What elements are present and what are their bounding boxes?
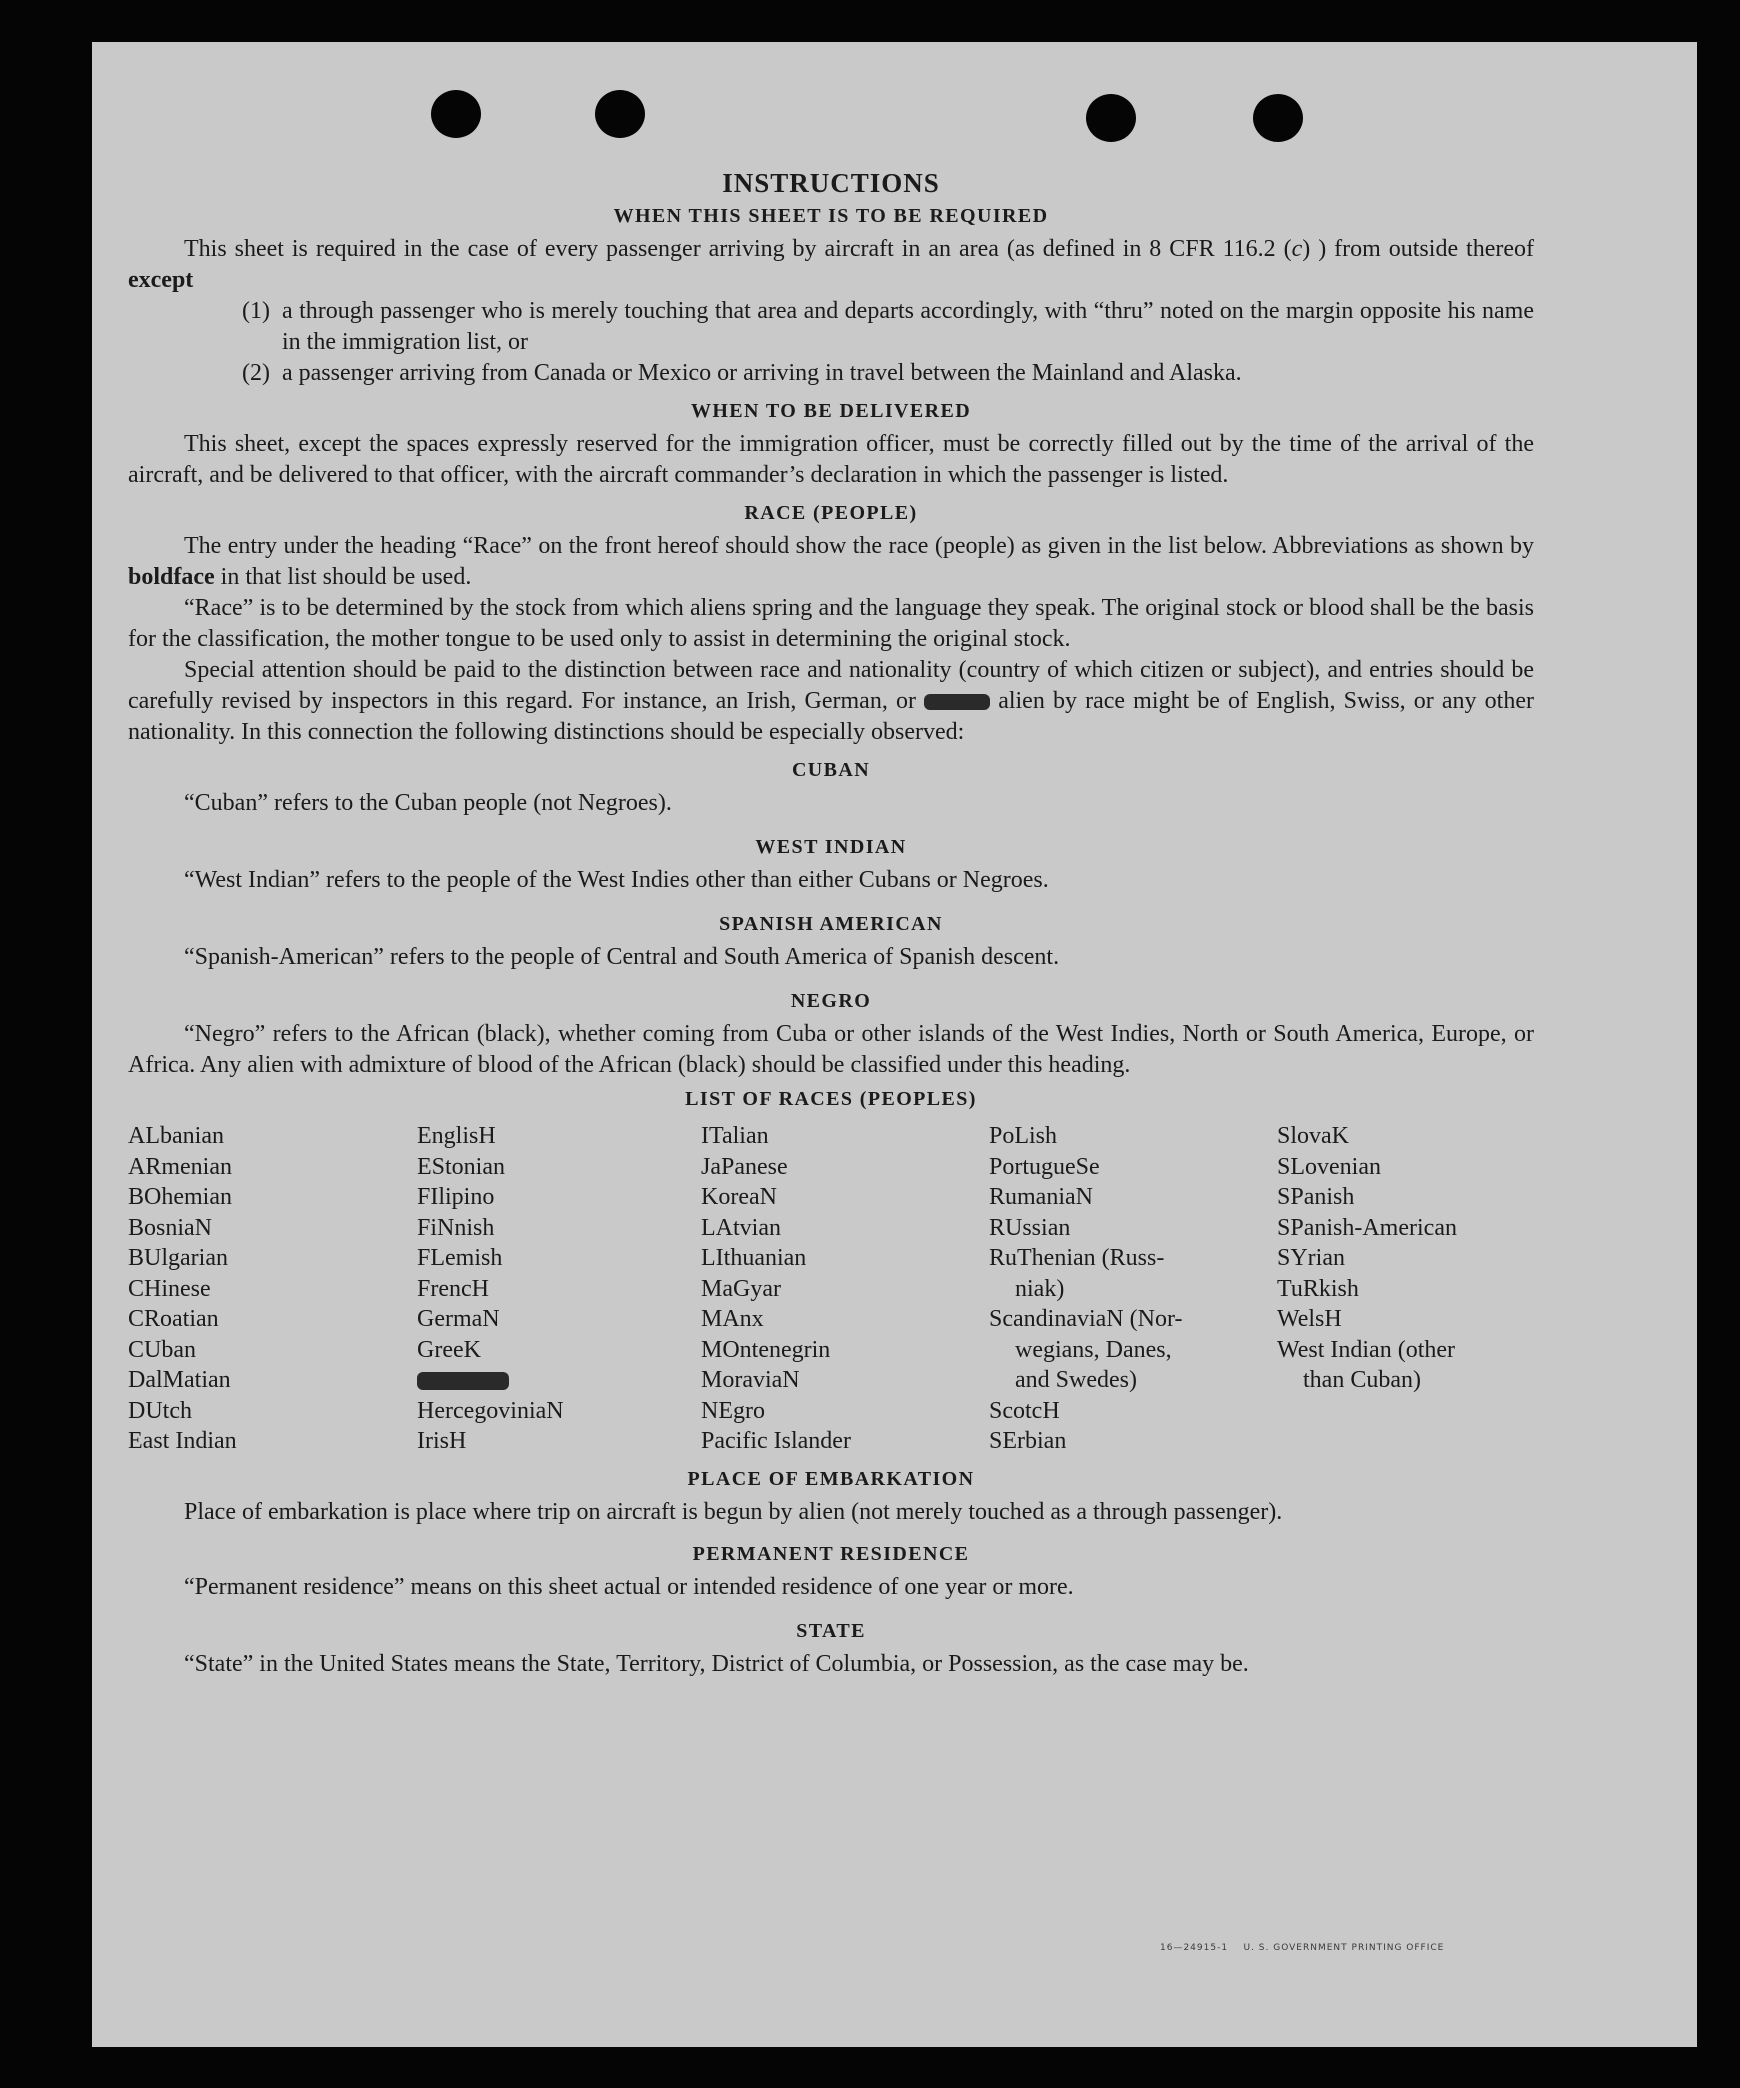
text-run: alien by race might be of English, Swiss, or any other nationality. In this connection the following distinctions should be especially observed:	[128, 688, 1534, 745]
list-item: East Indian	[128, 1428, 237, 1454]
item-number: (1)	[242, 298, 270, 324]
list-item: JaPanese	[701, 1153, 788, 1180]
list-item: GreeK	[417, 1336, 481, 1363]
list-item: ARmenian	[128, 1153, 232, 1180]
list-item: wegians, Danes,	[1015, 1336, 1172, 1363]
list-item: SLovenian	[1277, 1153, 1381, 1180]
list-item: CUban	[128, 1336, 196, 1363]
item-text: a through passenger who is merely touching that area and departs accordingly, with “thru” noted on the margin opposite his name in the immigration list, or	[282, 298, 1534, 355]
list-item: PoLish	[989, 1123, 1058, 1149]
redaction-mark	[417, 1372, 509, 1390]
section-heading: WHEN TO BE DELIVERED	[690, 400, 972, 422]
list-item: DalMatian	[128, 1367, 231, 1393]
text-run-italic: c	[1291, 236, 1303, 262]
list-item: DUtch	[128, 1397, 192, 1424]
paragraph: “Spanish-American” refers to the people of Central and South America of Spanish descent.	[184, 944, 1060, 970]
list-item: than Cuban)	[1303, 1367, 1421, 1393]
list-item: and Swedes)	[1015, 1367, 1137, 1393]
instructions-body	[128, 166, 1534, 1680]
list-item: LIthuanian	[701, 1245, 807, 1271]
section-heading: WEST INDIAN	[755, 836, 907, 858]
list-item	[128, 358, 1534, 389]
list-item: SYrian	[1277, 1245, 1345, 1271]
paragraph: “West Indian” refers to the people of the West Indies other than either Cubans or Negroes.	[184, 867, 1049, 893]
punch-hole	[595, 90, 645, 138]
text-run: ) ) from outside thereof	[1302, 236, 1534, 262]
redaction-mark	[924, 694, 990, 710]
list-item: TuRkish	[1277, 1275, 1359, 1302]
list-item: RuThenian (Russ-	[989, 1245, 1165, 1271]
list-item: RumaniaN	[989, 1184, 1093, 1210]
section-heading: SPANISH AMERICAN	[719, 913, 943, 935]
list-item: ScandinaviaN (Nor-	[989, 1306, 1183, 1332]
list-item: NEgro	[701, 1397, 765, 1424]
list-item: SlovaK	[1277, 1123, 1349, 1149]
list-item: KoreaN	[701, 1184, 777, 1210]
list-item	[128, 296, 1534, 358]
list-item: niak)	[1015, 1275, 1065, 1302]
race-list-column	[1277, 1121, 1534, 1457]
list-item: CRoatian	[128, 1306, 219, 1332]
list-item: ITalian	[701, 1123, 769, 1149]
paragraph: “Cuban” refers to the Cuban people (not Negroes).	[184, 790, 672, 816]
item-text: a passenger arriving from Canada or Mexico or arriving in travel between the Mainland and Alaska.	[282, 360, 1242, 386]
race-list-column	[701, 1121, 989, 1457]
list-item: BUlgarian	[128, 1245, 228, 1271]
list-item: CHinese	[128, 1275, 211, 1302]
list-item: HercegoviniaN	[417, 1397, 564, 1424]
list-item: ScotcH	[989, 1397, 1060, 1424]
section-heading: LIST OF RACES (PEOPLES)	[685, 1088, 977, 1110]
section-heading: CUBAN	[791, 759, 871, 781]
list-item: IrisH	[417, 1428, 467, 1454]
item-number: (2)	[242, 360, 270, 386]
punch-hole	[1253, 94, 1303, 142]
list-item: EStonian	[417, 1153, 505, 1180]
race-list-column	[128, 1121, 417, 1457]
text-run: This sheet is required in the case of every passenger arriving by aircraft in an area (as defined in 8 CFR 116.2 (	[184, 236, 1292, 262]
race-list-column	[989, 1121, 1277, 1457]
list-item: FrencH	[417, 1275, 489, 1302]
list-item: Pacific Islander	[701, 1428, 851, 1454]
punch-hole	[1086, 94, 1136, 142]
list-item: BOhemian	[128, 1184, 232, 1210]
list-item: LAtvian	[701, 1214, 781, 1241]
list-item: MaGyar	[701, 1275, 781, 1302]
section-heading: PERMANENT RESIDENCE	[692, 1542, 970, 1565]
section-heading: RACE (PEOPLE)	[744, 502, 918, 524]
section-heading: NEGRO	[790, 990, 872, 1012]
list-item: FIlipino	[417, 1184, 495, 1210]
page-title: INSTRUCTIONS	[722, 168, 940, 198]
printer-imprint: 16—24915-1 U. S. GOVERNMENT PRINTING OFFICE	[1160, 1943, 1445, 1953]
paragraph: “Permanent residence” means on this sheet actual or intended residence of one year or more.	[184, 1573, 1074, 1600]
list-item: ALbanian	[128, 1123, 224, 1149]
paragraph: “Race” is to be determined by the stock from which aliens spring and the language they speak. The original stock or blood shall be the basis for the classification, the mother tongue to be used only to assist in determining the original stock.	[128, 595, 1534, 652]
list-item: EnglisH	[417, 1123, 496, 1149]
text-run: in that list should be used.	[214, 564, 472, 590]
list-item: SPanish	[1277, 1184, 1355, 1210]
text-run-bold: boldface	[128, 564, 215, 590]
list-item: FiNnish	[417, 1214, 495, 1241]
race-list	[128, 1121, 1534, 1457]
list-item: FLemish	[417, 1245, 503, 1271]
section-heading: PLACE OF EMBARKATION	[687, 1467, 975, 1490]
text-run-bold: except	[128, 267, 194, 293]
list-item: RUssian	[989, 1214, 1071, 1241]
list-item: PortugueSe	[989, 1153, 1100, 1180]
list-item: WelsH	[1277, 1306, 1342, 1332]
list-item	[417, 1365, 701, 1396]
text-run: Special attention should be paid to the distinction between race and nationality (country of which citizen or subject), and entries should be carefully revised by inspectors in this regard. For instance, an Irish, German, or	[128, 657, 1534, 714]
section-heading: STATE	[796, 1619, 866, 1642]
list-item: MoraviaN	[701, 1367, 800, 1393]
paragraph: “State” in the United States means the State, Territory, District of Columbia, or Possession, as the case may be.	[184, 1650, 1249, 1677]
list-item: West Indian (other	[1277, 1336, 1456, 1363]
list-item: SPanish-American	[1277, 1214, 1457, 1241]
list-item: MAnx	[701, 1306, 764, 1332]
paragraph: “Negro” refers to the African (black), whether coming from Cuba or other islands of the West Indies, North or South America, Europe, or Africa. Any alien with admixture of blood of the African (black) should be classified under this heading.	[128, 1021, 1534, 1078]
paragraph	[128, 655, 1534, 748]
list-item: SErbian	[989, 1428, 1067, 1454]
section-heading: WHEN THIS SHEET IS TO BE REQUIRED	[613, 205, 1049, 227]
list-item: GermaN	[417, 1306, 500, 1332]
paragraph	[128, 234, 1534, 296]
paragraph: Place of embarkation is place where trip on aircraft is begun by alien (not merely touched as a through passenger).	[184, 1498, 1283, 1525]
race-list-column	[417, 1121, 701, 1457]
paragraph	[128, 531, 1534, 593]
document-sheet	[92, 42, 1697, 2047]
list-item: MOntenegrin	[701, 1336, 831, 1363]
text-run: The entry under the heading “Race” on the front hereof should show the race (people) as given in the list below. Abbreviations as shown by	[184, 533, 1534, 559]
punch-hole	[431, 90, 481, 138]
list-item: BosniaN	[128, 1214, 212, 1241]
paragraph: This sheet, except the spaces expressly reserved for the immigration officer, must be correctly filled out by the time of the arrival of the aircraft, and be delivered to that officer, with the aircraft commander’s declaration in which the passenger is listed.	[128, 431, 1534, 488]
